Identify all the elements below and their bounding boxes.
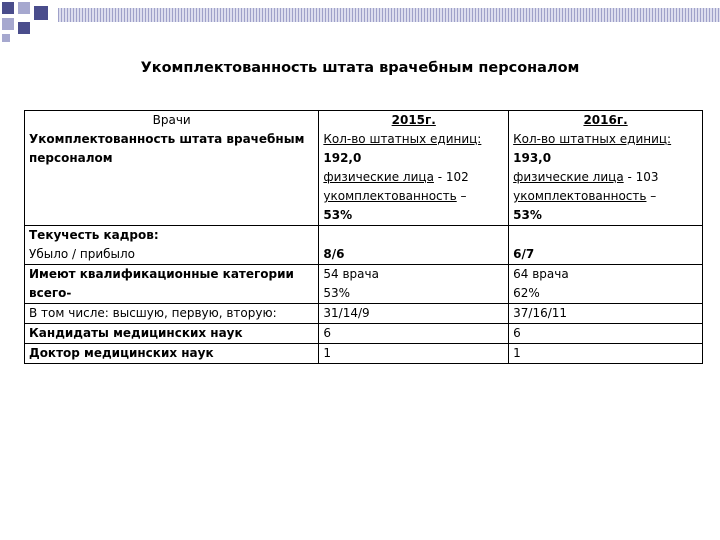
table-row [25, 324, 703, 344]
completeness-dash: – [456, 189, 467, 203]
turnover-2015-cell [319, 226, 509, 265]
candidates-label: Кандидаты медицинских наук [25, 324, 319, 344]
physical-value-2016: - 103 [623, 170, 659, 184]
qualification-count-2016: 64 врача [513, 267, 569, 281]
staffing-2015-cell [319, 111, 509, 226]
doctors-label: Доктор медицинских наук [25, 344, 319, 364]
slide-corner-decoration [0, 0, 60, 45]
turnover-value-2015: 8/6 [323, 247, 345, 261]
turnover-2016-cell [509, 226, 703, 265]
table-row [25, 344, 703, 364]
page-title: Укомплектованность штата врачебным персоналом [140, 60, 580, 76]
doctors-value-2016: 1 [509, 344, 703, 364]
table-row [25, 265, 703, 304]
column-header-2015: 2015г. [391, 113, 436, 127]
staffing-2016-cell [509, 111, 703, 226]
turnover-header: Текучесть кадров: [29, 228, 159, 242]
categories-value-2016: 37/16/11 [509, 304, 703, 324]
turnover-label-cell [25, 226, 319, 265]
staffing-row-label: Укомплектованность штата врачебным персоналом [29, 132, 305, 165]
completeness-value-2016: 53% [513, 208, 542, 222]
slide-header-band [58, 8, 720, 22]
turnover-value-2016: 6/7 [513, 247, 535, 261]
doctors-value-2015: 1 [319, 344, 509, 364]
column-header-2016: 2016г. [583, 113, 628, 127]
qualification-count-2015: 54 врача [323, 267, 379, 281]
units-label: Кол-во штатных единиц: [513, 132, 672, 146]
qualification-pct-2015: 53% [323, 286, 351, 300]
turnover-label: Убыло / прибыло [29, 247, 136, 261]
units-value-2015: 192,0 [323, 151, 362, 165]
header-doctors-cell [25, 111, 319, 226]
units-label: Кол-во штатных единиц: [323, 132, 482, 146]
table-row [25, 304, 703, 324]
physical-label: физические лица [513, 170, 624, 184]
qualification-pct-2016: 62% [513, 286, 540, 300]
table-row [25, 226, 703, 265]
completeness-label: укомплектованность [323, 189, 457, 203]
candidates-value-2016: 6 [509, 324, 703, 344]
staffing-table [24, 110, 703, 364]
candidates-value-2015: 6 [319, 324, 509, 344]
table-row [25, 111, 703, 226]
completeness-value-2015: 53% [323, 208, 353, 222]
physical-value-2015: - 102 [433, 170, 469, 184]
categories-value-2015: 31/14/9 [319, 304, 509, 324]
qualification-label: Имеют квалификационные категории всего- [25, 265, 319, 304]
column-header-doctors: Врачи [152, 113, 191, 127]
completeness-dash: – [646, 189, 657, 203]
qualification-2016-cell [509, 265, 703, 304]
units-value-2016: 193,0 [513, 151, 552, 165]
categories-label: В том числе: высшую, первую, вторую: [25, 304, 319, 324]
qualification-2015-cell [319, 265, 509, 304]
completeness-label: укомплектованность [513, 189, 647, 203]
physical-label: физические лица [323, 170, 434, 184]
